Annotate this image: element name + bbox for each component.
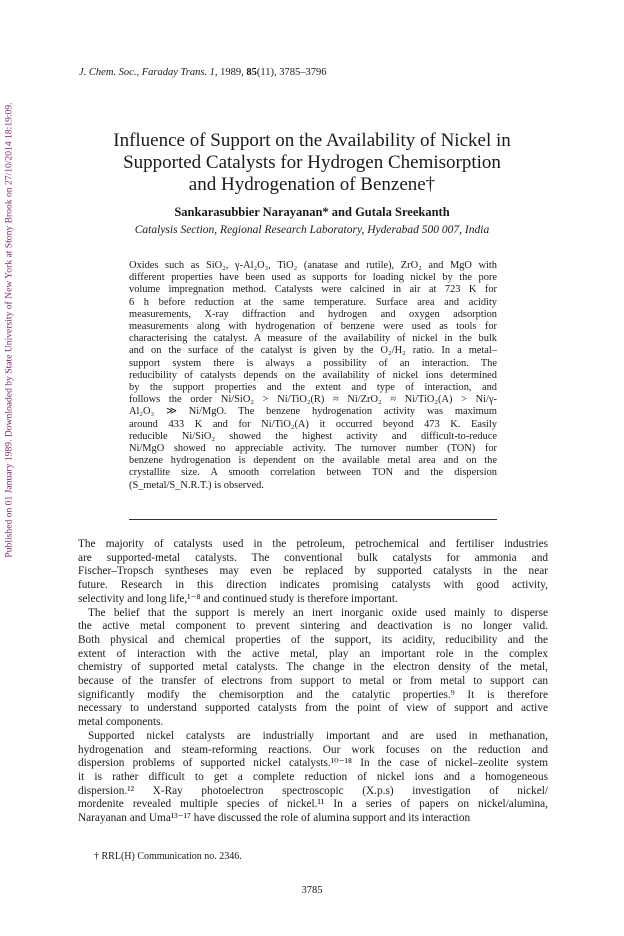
journal-name: J. Chem. Soc., Faraday Trans. 1, — [79, 67, 218, 78]
body-line: extent of interaction with the active metal, play an important role in the complex — [78, 647, 548, 660]
title-line: and Hydrogenation of Benzene† — [188, 174, 436, 195]
abstract-line: different properties have been used as supports for loading nickel by the pore — [129, 272, 497, 284]
abstract-line: and on the surface of the catalyst is given by the O₂/H₂ ratio. In a metal– — [129, 345, 497, 357]
title-line: Supported Catalysts for Hydrogen Chemisorption — [123, 152, 501, 173]
body-text — [78, 538, 548, 826]
body-line: The belief that the support is merely an inert inorganic oxide used mainly to disperse — [88, 606, 548, 619]
body-line: Both physical and chemical properties of the support, its acidity, reducibility and the — [78, 633, 548, 646]
body-line: selectivity and long life,¹⁻⁸ and continued study is therefore important. — [78, 592, 398, 605]
affiliation: Catalysis Section, Regional Research Laboratory, Hyderabad 500 007, India — [134, 224, 490, 236]
abstract — [129, 260, 497, 492]
abstract-line: around 433 K and for Ni/TiO₂(A) it occurred beyond 473 K. Easily — [129, 418, 497, 430]
body-line: because of the transfer of electrons from support to metal or from metal to support can — [78, 675, 548, 688]
body-line: mordenite revealed multiple species of nickel.¹¹ In a series of papers on nickel/alumina, — [78, 798, 548, 811]
body-line: the active metal component to prevent sintering and deactivation is no longer valid. — [78, 620, 548, 633]
abstract-line: crystallite size. A smooth correlation between TON and the dispersion — [129, 467, 497, 479]
abstract-line: Ni/MgO showed no appreciable activity. The turnover number (TON) for — [129, 443, 497, 455]
body-line: metal components. — [78, 716, 164, 729]
abstract-line: volume impregnation method. Catalysts were calcined in air at 723 K for — [129, 284, 497, 296]
body-line: are supported-metal catalysts. The conventional bulk catalysts for ammonia and — [78, 551, 548, 564]
body-line: chemistry of supported metal catalysts. The change in the electron density of the metal, — [78, 661, 548, 674]
journal-year: 1989, — [220, 67, 244, 78]
abstract-line: characterising the catalyst. A measure of the availability of nickel in the bulk — [129, 333, 497, 345]
title-line: Influence of Support on the Availability of Nickel in — [113, 130, 511, 151]
body-line: Fischer–Tropsch syntheses may even be replaced by supported catalysts in the near — [78, 565, 548, 578]
journal-citation — [79, 67, 327, 78]
authors: Sankarasubbier Narayanan* and Gutala Sreekanth — [174, 205, 450, 219]
abstract-divider — [129, 519, 497, 520]
footnote: † RRL(H) Communication no. 2346. — [94, 851, 242, 862]
body-line: hydrogenation and steam-reforming reactions. Our work focuses on the reduction and — [78, 743, 548, 756]
abstract-line: follows the order Ni/SiO₂ > Ni/TiO₂(R) ≈ Ni/ZrO₂ ≈ Ni/TiO₂(A) > Ni/γ- — [129, 394, 497, 406]
download-watermark-text: Published on 01 January 1989. Downloaded by State University of New York at Stony Brook on 27/10/2014 18:19:09. — [3, 102, 15, 558]
abstract-line: measurements along with hydrogenation of benzene were used as tools for — [129, 321, 497, 333]
journal-volume: 85 — [246, 67, 257, 78]
body-line: dispersion.¹² X-Ray photoelectron spectroscopic (X.p.s) investigation of nickel/ — [78, 784, 548, 797]
page-number: 3785 — [301, 885, 323, 896]
abstract-line: (S_metal/S_N.R.T.) is observed. — [129, 479, 264, 491]
abstract-line: by the support properties and the extent and type of interaction, and — [129, 382, 497, 394]
abstract-line: Oxides such as SiO₂, γ-Al₂O₃, TiO₂ (anatase and rutile), ZrO₂ and MgO with — [129, 260, 497, 271]
body-line: The majority of catalysts used in the petroleum, petrochemical and fertiliser industries — [78, 538, 548, 550]
abstract-line: reducibility of catalysts depends on the availability of nickel ions determined — [129, 369, 497, 381]
download-watermark — [2, 60, 16, 600]
abstract-line: support system there is always a possibility of an interaction. The — [129, 357, 497, 369]
abstract-line: reducible Ni/SiO₂ showed the highest activity and difficult-to-reduce — [129, 430, 497, 442]
paper-title — [60, 130, 564, 196]
body-line: significantly modify the chemisorption and the catalytic properties.⁹ It is therefore — [78, 688, 548, 701]
abstract-line: Al₂O₃ ≫ Ni/MgO. The benzene hydrogenation activity was maximum — [129, 406, 497, 418]
body-line: Supported nickel catalysts are industrially important and are used in methanation, — [88, 729, 548, 742]
body-line: it is rather difficult to get a complete reduction of nickel ions and a homogeneous — [78, 770, 548, 783]
abstract-line: measurements, X-ray diffraction and hydrogen and oxygen adsorption — [129, 308, 497, 320]
abstract-line: benzene hydrogenation is dependent on the available metal area and on the — [129, 455, 497, 467]
body-line: Narayanan and Uma¹³⁻¹⁷ have discussed the role of alumina support and its interaction — [78, 812, 471, 825]
body-line: dispersion problems of supported nickel catalysts.¹⁰⁻¹⁸ In the case of nickel–zeolite system — [78, 757, 548, 770]
journal-issue-pages: (11), 3785–3796 — [256, 67, 327, 78]
body-line: necessary to understand supported catalysts from the point of view of support and active — [78, 702, 548, 715]
body-line: future. Research in this direction indicates promising catalysts with good activity, — [78, 579, 548, 592]
abstract-line: 6 h before reduction at the same temperature. Surface area and acidity — [129, 296, 497, 308]
